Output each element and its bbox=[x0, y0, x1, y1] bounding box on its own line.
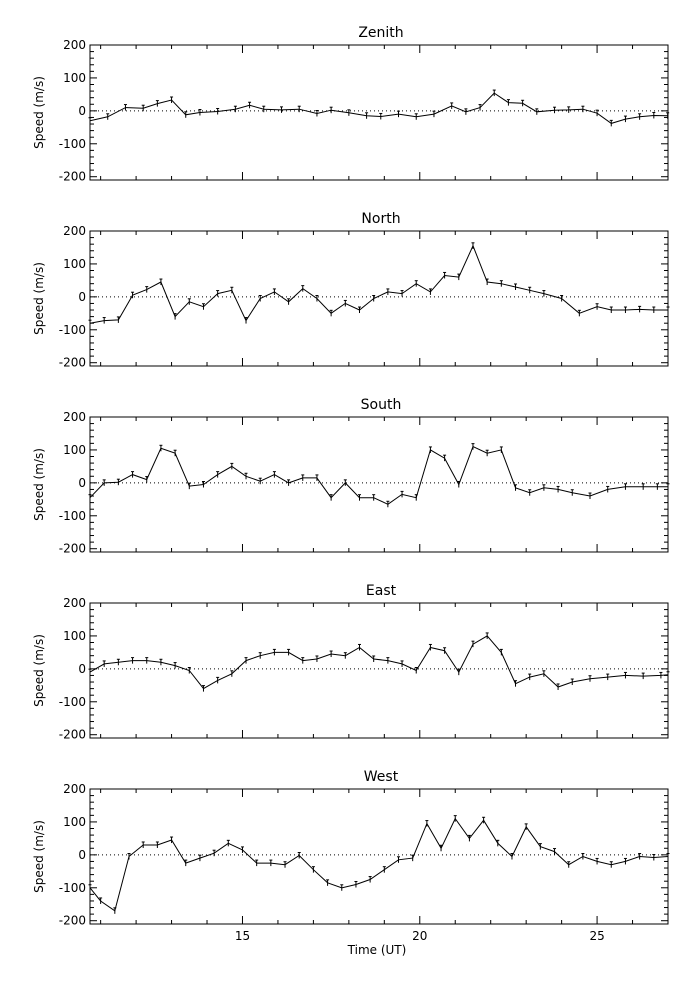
y-tick-label: 200 bbox=[63, 410, 86, 424]
series-line bbox=[90, 246, 668, 323]
panel-1 bbox=[32, 211, 670, 370]
series-line bbox=[90, 819, 668, 911]
y-axis-label: Speed (m/s) bbox=[32, 448, 46, 521]
y-tick-label: 0 bbox=[78, 847, 86, 862]
series-line bbox=[90, 447, 668, 505]
panel-frame bbox=[90, 789, 668, 924]
x-tick-label: 20 bbox=[412, 929, 428, 943]
y-tick-label: 200 bbox=[63, 38, 86, 52]
y-axis-label: Speed (m/s) bbox=[32, 634, 46, 707]
panel-0 bbox=[32, 25, 669, 184]
panel-title: East bbox=[365, 583, 397, 599]
panel-title: North bbox=[361, 211, 401, 227]
panel-frame bbox=[90, 417, 668, 552]
series-line bbox=[90, 93, 668, 123]
y-tick-label: -200 bbox=[58, 727, 86, 742]
y-tick-label: 0 bbox=[78, 661, 86, 676]
panel-2 bbox=[32, 397, 670, 556]
y-tick-label: 200 bbox=[63, 596, 86, 610]
y-axis-label: Speed (m/s) bbox=[32, 820, 46, 893]
y-tick-label: -200 bbox=[58, 541, 86, 556]
panel-frame bbox=[90, 231, 668, 366]
y-tick-label: 0 bbox=[78, 289, 86, 304]
y-tick-label: 100 bbox=[63, 628, 86, 643]
panel-frame bbox=[90, 45, 668, 180]
panel-3 bbox=[32, 583, 670, 742]
y-axis-label: Speed (m/s) bbox=[32, 262, 46, 335]
y-tick-label: -200 bbox=[58, 913, 86, 928]
y-tick-label: 200 bbox=[63, 782, 86, 796]
panel-title: Zenith bbox=[358, 25, 404, 41]
y-tick-label: 0 bbox=[78, 103, 86, 118]
panel-frame bbox=[90, 603, 668, 738]
y-tick-label: 100 bbox=[63, 70, 86, 85]
x-tick-label: 25 bbox=[589, 929, 605, 943]
y-tick-label: -100 bbox=[58, 880, 86, 895]
panel-title: West bbox=[363, 769, 399, 785]
y-tick-label: 100 bbox=[63, 814, 86, 829]
panel-title: South bbox=[360, 397, 402, 413]
y-tick-label: 100 bbox=[63, 442, 86, 457]
y-tick-label: -200 bbox=[58, 169, 86, 184]
y-tick-label: 200 bbox=[63, 224, 86, 238]
x-axis-label: Time (UT) bbox=[347, 943, 407, 957]
y-tick-label: 100 bbox=[63, 256, 86, 271]
x-tick-label: 15 bbox=[234, 929, 251, 943]
panel-4 bbox=[32, 769, 670, 957]
y-axis-label: Speed (m/s) bbox=[32, 76, 46, 149]
y-tick-label: -100 bbox=[58, 322, 86, 337]
y-tick-label: -200 bbox=[58, 355, 86, 370]
y-tick-label: 0 bbox=[78, 475, 86, 490]
y-tick-label: -100 bbox=[58, 136, 86, 151]
y-tick-label: -100 bbox=[58, 508, 86, 523]
y-tick-label: -100 bbox=[58, 694, 86, 709]
series-line bbox=[90, 636, 668, 689]
